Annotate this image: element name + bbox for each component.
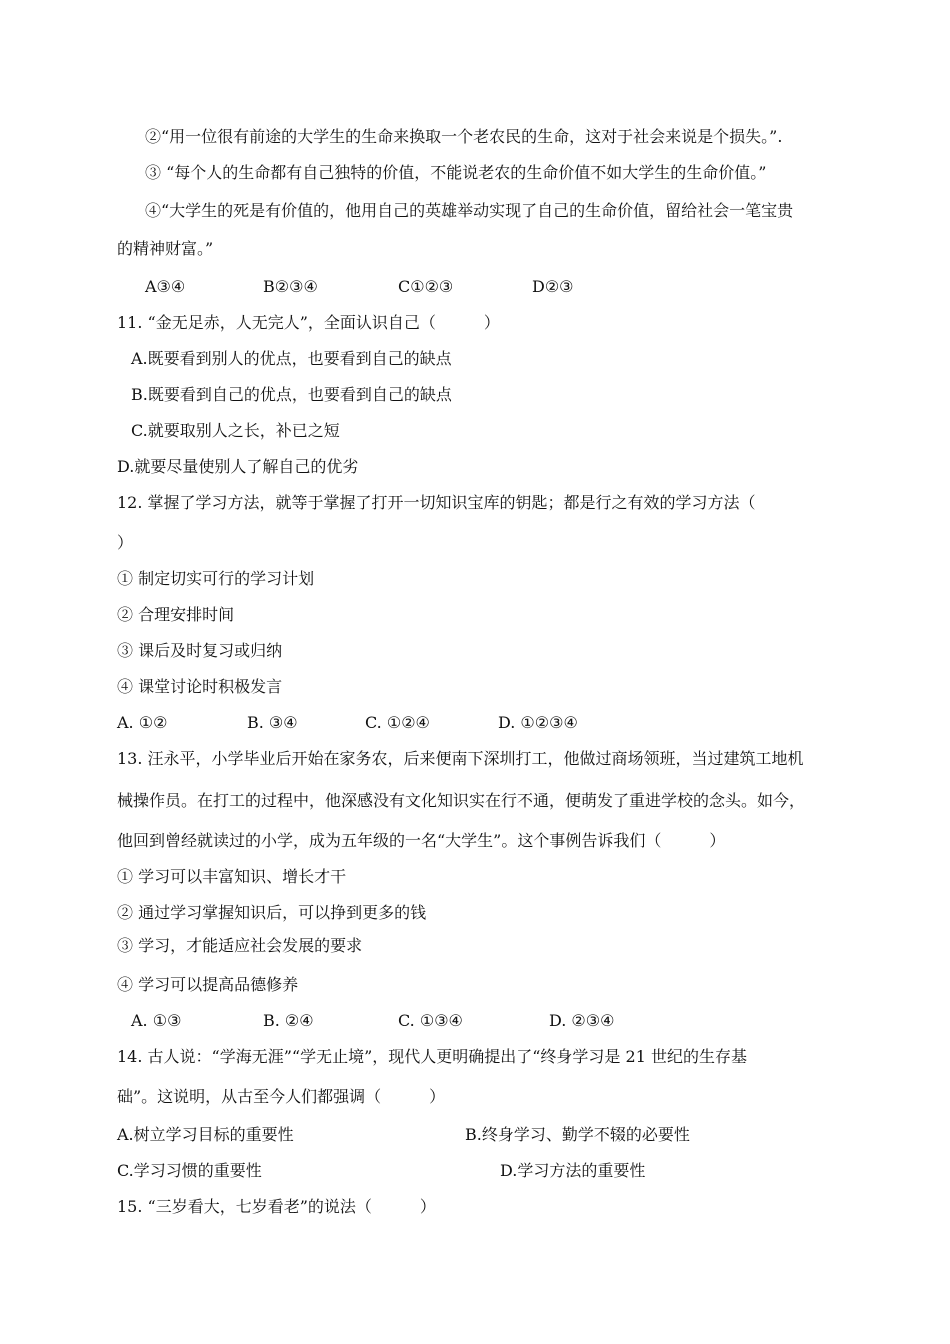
q14-option-a: A.树立学习目标的重要性 [117,1125,294,1144]
q13-stem-line1: 13. 汪永平，小学毕业后开始在家务农，后来便南下深圳打工，他做过商场领班，当过建筑工地机 [117,749,804,768]
q11-option-a: A.既要看到别人的优点，也要看到自己的缺点 [131,349,452,368]
q13-statement-4: ④ 学习可以提高品德修养 [117,975,299,994]
q13-choice-c: C. ①③④ [398,1011,463,1030]
q12-choice-c: C. ①②④ [365,713,430,732]
q12-statement-2: ② 合理安排时间 [117,605,235,624]
q12-statement-3: ③ 课后及时复习或归纳 [117,641,283,660]
q13-choice-b: B. ②④ [263,1011,314,1030]
q12-stem-line2: ） [117,533,134,552]
q12-statement-4: ④ 课堂讨论时积极发言 [117,677,283,696]
q10-option-3: ③ “每个人的生命都有自己独特的价值，不能说老农的生命价值不如大学生的生命价值。” [145,163,767,182]
q13-choice-a: A. ①③ [131,1011,182,1030]
q10-choice-d: D②③ [532,277,574,296]
q13-stem-line3: 他回到曾经就读过的小学，成为五年级的一名“大学生”。这个事例告诉我们（ ） [117,831,726,850]
q10-choice-b: B②③④ [263,277,318,296]
q12-statement-1: ① 制定切实可行的学习计划 [117,569,315,588]
q13-statement-1: ① 学习可以丰富知识、增长才干 [117,867,347,886]
q11-option-d: D.就要尽量使别人了解自己的优劣 [117,457,359,476]
q11-option-b: B.既要看到自己的优点，也要看到自己的缺点 [131,385,452,404]
q14-option-b: B.终身学习、勤学不辍的必要性 [465,1125,690,1144]
q14-stem-line1: 14. 古人说：“学海无涯”“学无止境”，现代人更明确提出了“终身学习是 21 世纪的生存基 [117,1047,747,1066]
q11-stem: 11. “金无足赤，人无完人”，全面认识自己（ ） [117,313,500,332]
q13-statement-3: ③ 学习，才能适应社会发展的要求 [117,936,363,955]
q15-stem: 15. “三岁看大，七岁看老”的说法（ ） [117,1197,436,1216]
q10-option-4-line2: 的精神财富。” [117,239,214,258]
q10-choice-a: A③④ [145,277,186,296]
q13-stem-line2: 械操作员。在打工的过程中，他深感没有文化知识实在行不通，便萌发了重进学校的念头。如今， [117,791,806,810]
q14-stem-line2: 础”。这说明，从古至今人们都强调（ ） [117,1087,446,1106]
q10-option-2: ②“用一位很有前途的大学生的生命来换取一个老农民的生命，这对于社会来说是个损失。”. [145,127,783,146]
q12-stem-line1: 12. 掌握了学习方法，就等于掌握了打开一切知识宝库的钥匙；都是行之有效的学习方法（ [117,493,756,512]
q11-option-c: C.就要取别人之长，补已之短 [131,421,340,440]
q12-choice-b: B. ③④ [247,713,298,732]
q12-choice-a: A. ①② [117,713,168,732]
q10-choice-c: C①②③ [398,277,454,296]
q12-choice-d: D. ①②③④ [498,713,578,732]
q14-option-d: D.学习方法的重要性 [500,1161,646,1180]
q14-option-c: C.学习习惯的重要性 [117,1161,262,1180]
q10-option-4-line1: ④“大学生的死是有价值的，他用自己的英雄举动实现了自己的生命价值，留给社会一笔宝贵 [145,201,794,220]
q13-statement-2: ② 通过学习掌握知识后，可以挣到更多的钱 [117,903,427,922]
q13-choice-d: D. ②③④ [549,1011,615,1030]
